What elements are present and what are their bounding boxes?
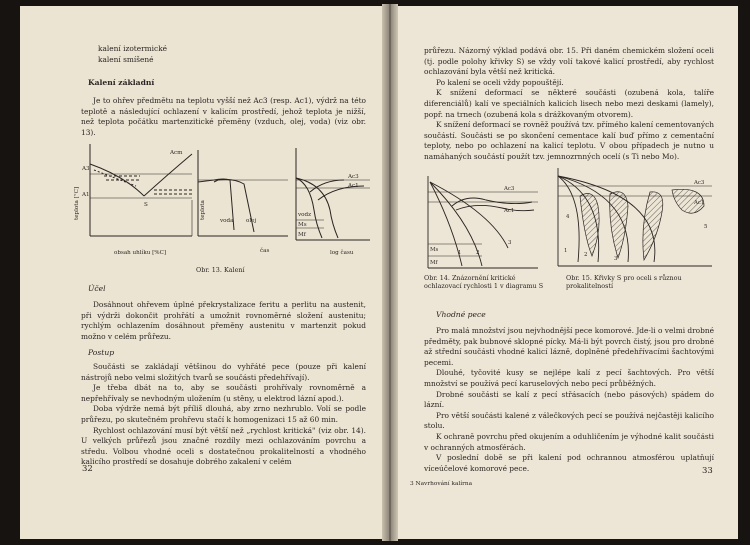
label-mf: Mf — [298, 232, 306, 238]
procedure-paragraph: Rychlost ochlazování musí být větší než „rychlost kritická" (viz obr. 14). U velkých průřezů jsou značné rozdíly mezi ochlazováním povrchu a středu. Volbou vhodné oceli s dostatečnou prokalitelností a vhodného kalicího prostředí se dosahuje dobrého zakalení v celém — [81, 425, 366, 467]
furnace-paragraphs — [424, 326, 714, 474]
label-vodz: vodz — [298, 212, 312, 218]
section-heading-basic: Kalení základní — [88, 78, 155, 87]
figure-14-diagram — [422, 174, 540, 270]
xlabel-time: čas — [260, 248, 270, 254]
figure-15-caption: Obr. 15. Křivky S pro oceli s různou prokalitelností — [566, 274, 682, 291]
furnace-paragraph: V poslední době se při kalení pod ochrannou atmosférou uplatňují víceúčelové komorové pece. — [424, 453, 714, 473]
furnace-paragraph: Pro malá množství jsou nejvhodnější pece komorové. Jde-li o velmi drobné předměty, pak bubnové sklopné pícky. Má-li být povrch čistý, jsou pro drobné až střední součásti vhodné kalicí lázně, doplněné předehřívacími šachtovými pecemi. — [424, 326, 714, 367]
label-voda: voda — [220, 218, 234, 224]
hardening-types-list — [98, 44, 298, 65]
xlabel-carbon: obsah uhlíku [%C] — [114, 250, 167, 256]
label-ms: Ms — [298, 222, 307, 228]
list-item: kalení izotermické — [98, 44, 168, 53]
fig15-ac3: Ac3 — [694, 180, 705, 186]
fig14-ac1: Ac1 — [504, 208, 515, 214]
fig14-curve-1: 1 — [458, 250, 462, 256]
xlabel-log-time: log času — [330, 250, 354, 256]
right-top-text — [424, 46, 714, 163]
furnace-paragraph: Pro větší součásti kalené z válečkových pecí se používá nejčastěji kalicího stolu. — [424, 410, 714, 431]
label-olej: olej — [246, 218, 257, 224]
ylabel-teplota-c: teplota [°C] — [74, 186, 80, 220]
fig15-curve-4: 4 — [566, 214, 570, 220]
procedure-paragraph: Je třeba dbát na to, aby se součásti prohřívaly rovnoměrně a nepřehřívaly se nevhodným uložením (u stěny, u elektrod lázní apod.). — [81, 383, 366, 403]
figure-15-diagram — [554, 166, 714, 270]
purpose-paragraph: Dosáhnout ohřevem úplné překrystalizace feritu a perlitu na austenit, při výdrži dokončit prohřátí a umožnit rovnoměrné složení austenitu; rychlým ochlazením dosáhnout přeměny austenitu v martenzit pokud možno v celém průřezu. — [81, 300, 366, 341]
fig14-mf: Mf — [430, 260, 438, 266]
left-page — [20, 6, 382, 539]
procedure-paragraphs — [81, 362, 366, 468]
label-a1: A1 — [82, 192, 90, 198]
book-gutter — [382, 4, 398, 541]
fig15-curve-1: 1 — [564, 248, 568, 254]
fig14-ms: Ms — [430, 247, 439, 253]
fig15-curve-3: 3 — [614, 256, 618, 262]
furnace-paragraph: Drobné součásti se kalí z pecí střásacích (nebo pásových) spádem do lázní. — [424, 389, 714, 410]
tempering-note: Po kalení se oceli vždy popouštějí. — [436, 77, 564, 87]
continuation-paragraph: průřezu. Názorný výklad podává obr. 15. Při daném chemickém složení oceli (tj. podle polohy křivky S) se vždy volí takové kalicí prostředí, aby rychlost ochlazování byla větší než kritická. — [424, 46, 714, 77]
label-a3: A3 — [82, 166, 90, 172]
deformation-paragraph: K snížení deformací se některé součásti (ozubená kola, talíře diferenciálů) kalí ve speciálních kalicích lisech nebo mezi deskami (lamely), popř. na trnech (ozubená kola s drážkovaným otvorem). — [424, 88, 714, 119]
label-acm: Acm — [170, 150, 183, 156]
fig14-curve-3: 3 — [508, 240, 512, 246]
footnote: 3 Navrhování kalírna — [410, 481, 473, 487]
list-item: kalení smíšené — [98, 54, 154, 64]
section-heading-purpose: Účel — [88, 284, 106, 293]
fig15-ac1: Ac1 — [694, 200, 705, 206]
page-number: 32 — [82, 464, 93, 474]
figure-13-caption: Obr. 13. Kalení — [196, 266, 245, 274]
procedure-paragraph: Doba výdrže nemá být příliš dlouhá, aby zrno nezhrublo. Volí se podle průřezu, po skutečném prohřevu stačí k homogenizaci 15 až 60 min. — [81, 404, 366, 424]
page-number: 33 — [702, 466, 713, 476]
section-heading-procedure: Postup — [88, 348, 115, 357]
furnace-paragraph: K ochraně povrchu před okujením a oduhličením je výhodné kalit součásti v ochranných atmosférách. — [424, 431, 714, 452]
section-heading-furnaces: Vhodné pece — [436, 310, 486, 319]
fig15-curve-5: 5 — [704, 224, 708, 230]
fig14-curve-2: 2 — [476, 250, 480, 256]
figure-13-diagrams — [74, 140, 374, 262]
intro-paragraph: Je to ohřev předmětu na teplotu vyšší než Ac3 (resp. Ac1), výdrž na této teplotě a následující ochlazení v kalicím prostředí, jehož teplota je nižší, než teplota počátku martenzitické přeměny (vzduch, olej, voda) (viz obr. 13). — [81, 96, 366, 137]
procedure-paragraph: Součásti se zakládají většinou do vyhřáté pece (pouze při kalení nástrojů nebo velmi složitých tvarů se součásti předehřívají). — [81, 362, 366, 382]
label-s: S — [144, 202, 148, 208]
ylabel-teplota: teplota — [200, 200, 206, 220]
direct-hardening-paragraph: K snížení deformací se rovněž používá tzv. přímého kalení cementovaných součástí. Součásti se po skončení cementace kalí buď přímo z cementační teploty, nebo po ochlazení na kalicí teplotu. V obou případech je nutno u namáhaných součástí použít tzv. jemnozrnných ocelí (s Ti nebo Mo). — [424, 120, 714, 161]
label-ac1: Ac1 — [348, 183, 359, 189]
fig14-ac3: Ac3 — [504, 186, 515, 192]
label-ac3: Ac3 — [348, 174, 359, 180]
furnace-paragraph: Dlouhé, tyčovité kusy se nejlépe kalí z pecí šachtových. Pro větší množství se používá pecí karuselových nebo pecí průběžných. — [424, 368, 714, 388]
right-page — [398, 6, 738, 539]
figure-14-caption: Obr. 14. Znázornění kritické ochlazovací rychlosti 1 v diagramu S — [424, 274, 544, 291]
fig15-curve-2: 2 — [584, 252, 588, 258]
